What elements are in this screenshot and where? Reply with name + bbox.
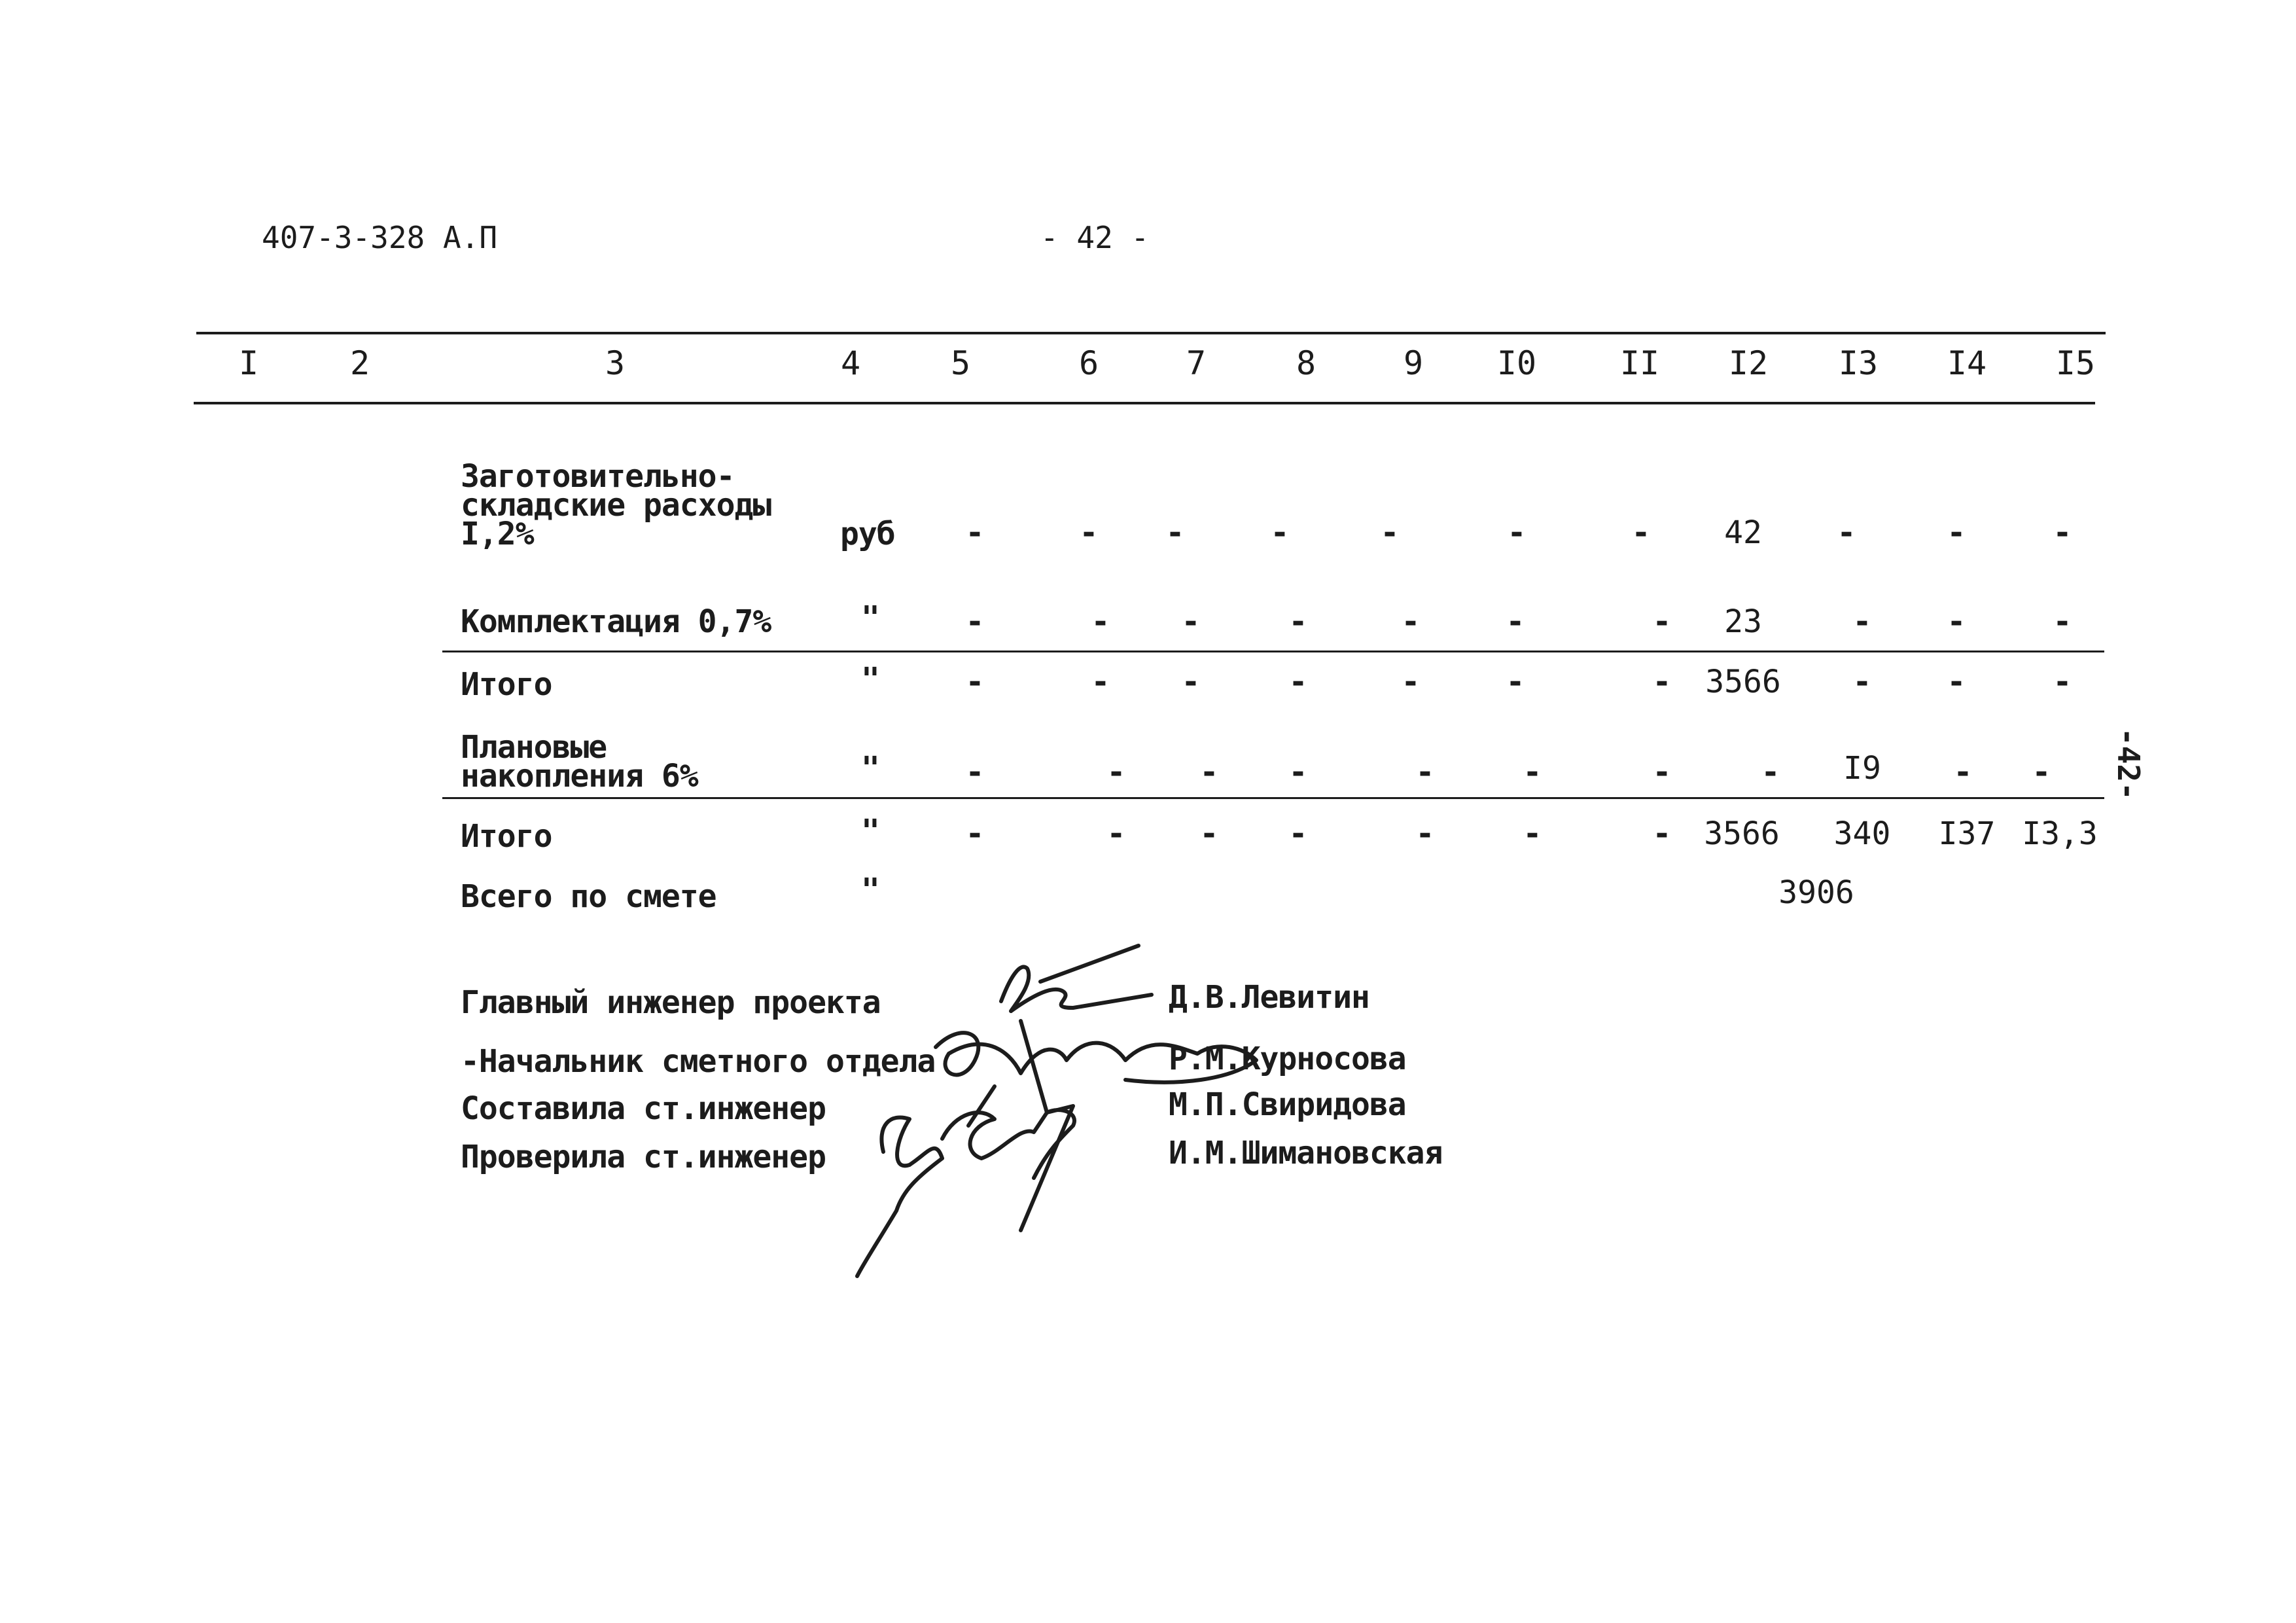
column-number: 5 xyxy=(950,344,971,382)
row-unit: " xyxy=(861,599,879,636)
empty-cell-dash: - xyxy=(1270,514,1290,551)
signatory-name: И.М.Шимановская xyxy=(1169,1135,1443,1171)
empty-cell-dash: - xyxy=(1288,754,1308,791)
empty-cell-dash: - xyxy=(965,514,985,551)
empty-cell-dash: - xyxy=(1288,664,1308,700)
empty-cell-dash: - xyxy=(1652,664,1672,700)
cell-value: 3566 xyxy=(1704,815,1780,852)
column-number: I2 xyxy=(1728,344,1769,382)
row-unit: " xyxy=(861,813,879,849)
empty-cell-dash: - xyxy=(1506,603,1525,640)
signature-stroke xyxy=(1001,967,1152,1011)
empty-cell-dash: - xyxy=(1837,514,1856,551)
empty-cell-dash: - xyxy=(1288,815,1308,852)
empty-cell-dash: - xyxy=(2032,754,2051,791)
cell-value: 42 xyxy=(1724,514,1762,551)
empty-cell-dash: - xyxy=(1652,815,1672,852)
column-number: II xyxy=(1619,344,1660,382)
empty-cell-dash: - xyxy=(1523,754,1542,791)
column-number: I0 xyxy=(1496,344,1537,382)
empty-cell-dash: - xyxy=(1415,754,1435,791)
empty-cell-dash: - xyxy=(1506,664,1525,700)
empty-cell-dash: - xyxy=(1091,603,1110,640)
row-label: Итого xyxy=(461,818,552,855)
empty-cell-dash: - xyxy=(965,815,985,852)
row-label: Комплектация 0,7% xyxy=(461,603,771,640)
grand-total-value: 3906 xyxy=(1778,874,1854,911)
empty-cell-dash: - xyxy=(1852,664,1872,700)
signature-stroke xyxy=(936,1033,1256,1082)
signature-stroke xyxy=(1021,1106,1073,1230)
empty-cell-dash: - xyxy=(1507,514,1527,551)
empty-cell-dash: - xyxy=(965,754,985,791)
signature-stroke xyxy=(1040,946,1139,982)
empty-cell-dash: - xyxy=(1181,603,1201,640)
signature-stroke xyxy=(857,1117,942,1276)
empty-cell-dash: - xyxy=(1953,754,1973,791)
cell-value: I37 xyxy=(1938,815,1996,852)
empty-cell-dash: - xyxy=(1852,603,1872,640)
empty-cell-dash: - xyxy=(1652,754,1672,791)
empty-cell-dash: - xyxy=(1947,603,1966,640)
empty-cell-dash: - xyxy=(1947,664,1966,700)
row-label: Заготовительно- xyxy=(461,458,735,495)
empty-cell-dash: - xyxy=(1415,815,1435,852)
empty-cell-dash: - xyxy=(1165,514,1185,551)
empty-cell-dash: - xyxy=(1947,514,1966,551)
column-number: 2 xyxy=(349,344,370,382)
row-label: I,2% xyxy=(461,516,534,552)
empty-cell-dash: - xyxy=(2053,514,2072,551)
cell-value: 23 xyxy=(1724,603,1762,640)
signatory-name: Д.В.Левитин xyxy=(1169,979,1369,1016)
side-page-mark: -42- xyxy=(2111,728,2146,800)
column-number: 8 xyxy=(1296,344,1316,382)
signatory-title: Главный инженер проекта xyxy=(461,984,881,1021)
signatory-name: Р.М.Курносова xyxy=(1169,1041,1406,1077)
empty-cell-dash: - xyxy=(1380,514,1400,551)
empty-cell-dash: - xyxy=(1401,603,1421,640)
row-label: Всего по смете xyxy=(461,878,716,915)
row-label: Плановые xyxy=(461,729,607,766)
signatory-title: -Начальник сметного отдела xyxy=(461,1043,936,1080)
row-unit: " xyxy=(861,872,879,908)
document-code: 407-3-328 А.П xyxy=(262,220,498,255)
empty-cell-dash: - xyxy=(1079,514,1099,551)
empty-cell-dash: - xyxy=(2053,603,2072,640)
column-number: 4 xyxy=(840,344,861,382)
column-number: 7 xyxy=(1186,344,1207,382)
empty-cell-dash: - xyxy=(1761,754,1780,791)
row-label: накопления 6% xyxy=(461,758,698,794)
column-number: 6 xyxy=(1078,344,1099,382)
row-unit: руб xyxy=(840,516,895,552)
empty-cell-dash: - xyxy=(1106,754,1126,791)
page-number: - 42 - xyxy=(1040,220,1150,255)
cell-value: 340 xyxy=(1833,815,1891,852)
empty-cell-dash: - xyxy=(1631,514,1651,551)
column-number: 9 xyxy=(1403,344,1424,382)
cell-value: 3566 xyxy=(1705,664,1781,700)
empty-cell-dash: - xyxy=(1199,754,1219,791)
empty-cell-dash: - xyxy=(1181,664,1201,700)
row-unit: " xyxy=(861,661,879,698)
empty-cell-dash: - xyxy=(1288,603,1308,640)
signatory-title: Проверила ст.инженер xyxy=(461,1139,826,1175)
row-label: Итого xyxy=(461,666,552,703)
empty-cell-dash: - xyxy=(2053,664,2072,700)
row-label: складские расходы xyxy=(461,487,771,524)
column-number: I4 xyxy=(1947,344,1987,382)
signature-stroke xyxy=(942,1110,1074,1178)
signatory-title: Составила ст.инженер xyxy=(461,1090,826,1127)
column-number: I xyxy=(238,344,259,382)
cell-value: I9 xyxy=(1843,750,1881,787)
row-unit: " xyxy=(861,750,879,787)
empty-cell-dash: - xyxy=(1091,664,1110,700)
empty-cell-dash: - xyxy=(1401,664,1421,700)
empty-cell-dash: - xyxy=(965,664,985,700)
cell-value: I3,3 xyxy=(2022,815,2098,852)
empty-cell-dash: - xyxy=(1523,815,1542,852)
empty-cell-dash: - xyxy=(1106,815,1126,852)
empty-cell-dash: - xyxy=(1652,603,1672,640)
signatory-name: М.П.Свиридова xyxy=(1169,1086,1406,1123)
column-number: I3 xyxy=(1838,344,1879,382)
column-number: I5 xyxy=(2055,344,2096,382)
empty-cell-dash: - xyxy=(1199,815,1219,852)
empty-cell-dash: - xyxy=(965,603,985,640)
column-number: 3 xyxy=(605,344,626,382)
